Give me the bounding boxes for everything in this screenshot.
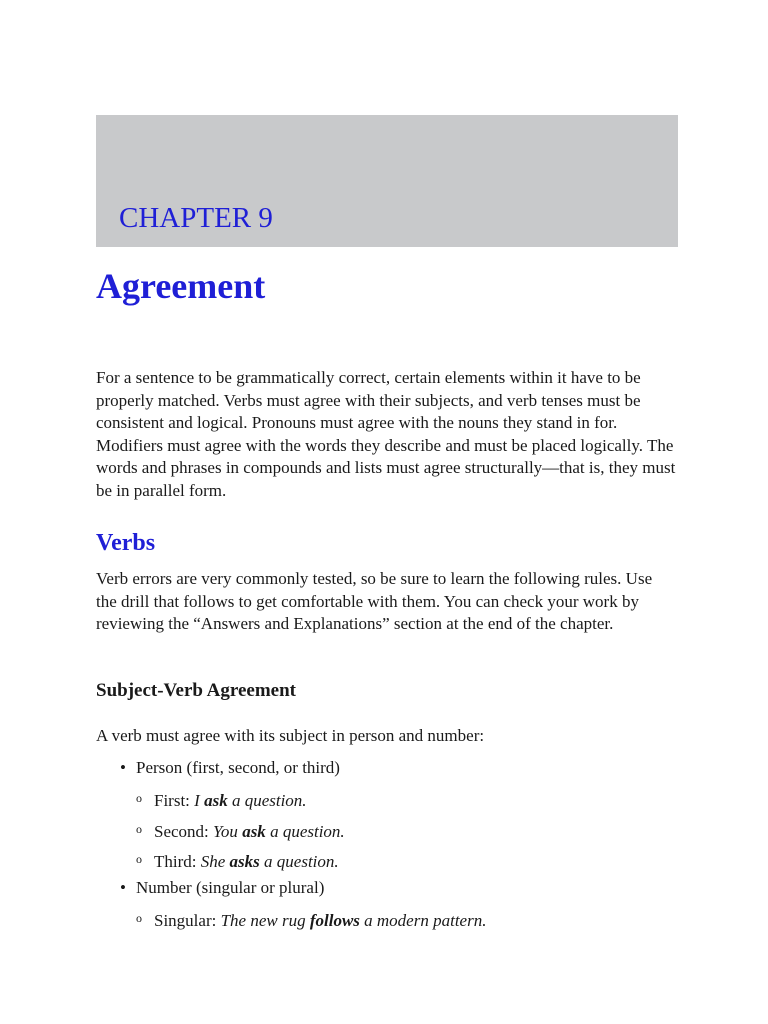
sub-bullet-marker: o [136,822,142,836]
list-item-label: Person (first, second, or third) [136,758,340,777]
subject-verb-lead: A verb must agree with its subject in person and number: [96,726,485,745]
sub-item-label: Third: [154,852,201,871]
example-pre: The new rug [220,911,310,930]
example-pre: She [200,852,230,871]
page-title: Agreement [96,266,266,306]
example-post: a modern pattern. [359,911,487,930]
example-sentence [194,791,306,810]
chapter-banner [96,115,678,247]
example-pre: You [213,822,243,841]
list-item-number [120,877,324,899]
sub-item-second-person [136,818,345,843]
subject-verb-heading: Subject-Verb Agreement [96,680,296,701]
list-item-person [120,757,340,779]
list-item-label: Number (singular or plural) [136,878,325,897]
sub-item-first-person [136,787,307,812]
sub-item-third-person [136,848,339,873]
example-sentence [213,822,345,841]
sub-item-label: Singular: [154,911,221,930]
example-sentence [221,911,487,930]
sub-item-singular [136,907,486,932]
verbs-paragraph: Verb errors are very commonly tested, so be sure to learn the following rules. Use the drill that follows to get comfortable with them. You can check your work by reviewing the “Answers and Explanations” section at the end of the chapter. [96,569,653,634]
example-pre: I [194,791,205,810]
sub-item-label: First: [154,791,195,810]
example-post: a question. [265,822,345,841]
verbs-heading: Verbs [96,530,156,556]
sub-item-label: Second: [154,822,214,841]
sub-bullet-marker: o [136,911,142,925]
chapter-label: CHAPTER 9 [119,202,273,234]
example-post: a question. [227,791,307,810]
sub-bullet-marker: o [136,852,142,866]
example-verb: ask [242,822,266,841]
example-sentence [201,852,339,871]
example-post: a question. [259,852,339,871]
example-verb: ask [204,791,228,810]
intro-paragraph: For a sentence to be grammatically correct, certain elements within it have to be properly matched. Verbs must agree with their subjects, and verb tenses must be consistent and logical. Pronouns must agree with the nouns they stand in for. Modifiers must agree with the words they describe and must be placed logically. The words and phrases in compounds and lists must agree structurally—that is, they must be in parallel form. [96,368,676,500]
example-verb: follows [309,911,360,930]
bullet-marker: • [120,878,126,897]
example-verb: asks [229,852,260,871]
sub-bullet-marker: o [136,791,142,805]
bullet-marker: • [120,758,126,777]
